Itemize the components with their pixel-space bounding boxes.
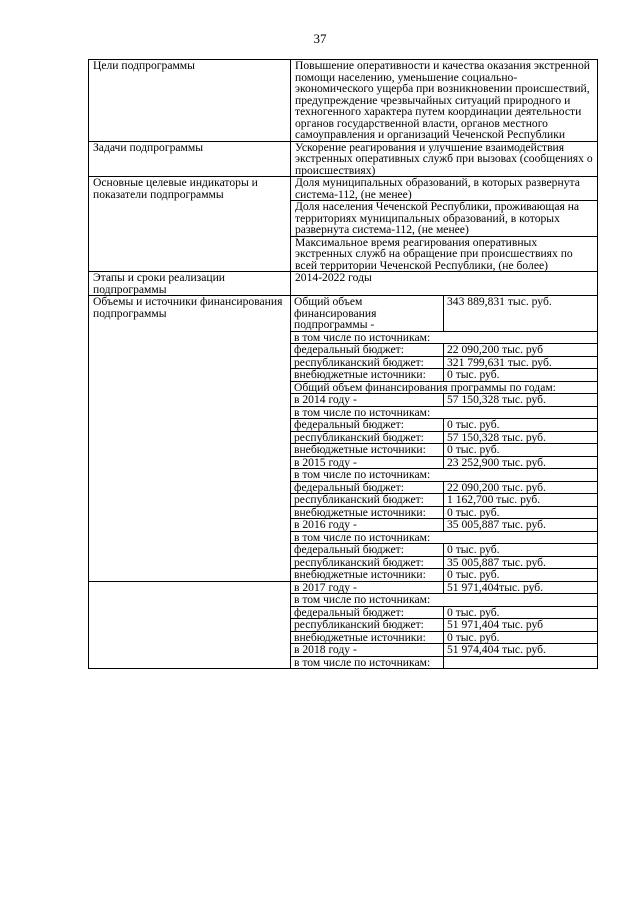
funding-cell-2: [291, 581, 598, 669]
stages-text: 2014-2022 годы: [291, 272, 598, 296]
indicator-item: Доля муниципальных образований, в которых развернута система-112, (не менее): [291, 177, 597, 201]
funding-row-text: в том числе по источникам:: [291, 331, 597, 344]
funding-row: [291, 644, 597, 657]
funding-row-value: 35 005,887 тыс. руб.: [444, 519, 598, 532]
table-row: [89, 272, 598, 296]
funding-row-value: 51 971,404 тыс. руб: [444, 619, 598, 632]
funding-row: [291, 344, 597, 357]
table-row: [89, 141, 598, 177]
table-row: [89, 581, 598, 669]
funding-row: [291, 394, 597, 407]
funding-table: [291, 296, 597, 581]
funding-row-value: 0 тыс. руб.: [447, 568, 500, 581]
funding-cell-1: [291, 296, 598, 582]
funding-row: [291, 631, 597, 644]
funding-row-label: в 2015 году -: [291, 456, 444, 469]
funding-row-value: 0 тыс. руб.: [444, 544, 598, 557]
funding-row-value: 0 тыс. руб.: [444, 369, 598, 382]
goals-label: Цели подпрограммы: [89, 60, 291, 142]
funding-row-label: федеральный бюджет:: [291, 481, 444, 494]
funding-label-continued: [89, 581, 291, 669]
funding-table: [291, 582, 597, 669]
funding-row-value: 35 005,887 тыс. руб.: [444, 556, 598, 569]
funding-row-text: Общий объем финансирования программы по годам:: [291, 381, 597, 394]
funding-row-label: внебюджетные источники:: [291, 569, 444, 581]
funding-row-label: республиканский бюджет:: [291, 431, 444, 444]
funding-row-value: 57 150,328 тыс. руб.: [444, 431, 598, 444]
funding-row-value: 0 тыс. руб.: [444, 506, 598, 519]
table-row: [89, 296, 598, 582]
funding-row-text: в том числе по источникам:: [291, 531, 597, 544]
funding-row-value: 0 тыс. руб.: [444, 631, 598, 644]
funding-row: [291, 419, 597, 432]
funding-row-value: 0 тыс. руб.: [444, 606, 598, 619]
funding-row: [291, 556, 597, 569]
funding-row: [291, 569, 597, 581]
funding-row: [291, 356, 597, 369]
funding-row: [291, 494, 597, 507]
funding-row: [291, 444, 597, 457]
funding-row-label: республиканский бюджет:: [291, 619, 444, 632]
funding-row: [291, 594, 597, 607]
funding-row-label: Общий объем финансирования подпрограммы -: [291, 296, 444, 331]
funding-row: [291, 331, 597, 344]
funding-row-label: в 2014 году -: [291, 394, 444, 407]
funding-row: [291, 656, 597, 668]
funding-row-value: 343 889,831 тыс. руб.: [444, 296, 598, 331]
funding-row-value: 0 тыс. руб.: [444, 419, 598, 432]
funding-row-value: 22 090,200 тыс. руб.: [444, 481, 598, 494]
funding-row-value: 51 974,404 тыс. руб.: [444, 644, 598, 657]
funding-row-text: в том числе по источникам:: [291, 594, 597, 607]
funding-row-text: в том числе по источникам:: [291, 469, 597, 482]
funding-row: [291, 456, 597, 469]
funding-row: [291, 619, 597, 632]
funding-row-label: республиканский бюджет:: [291, 494, 444, 507]
funding-row-label: в том числе по источникам:: [291, 656, 444, 668]
funding-row-value: [444, 656, 598, 668]
funding-row-value: 321 799,631 тыс. руб.: [444, 356, 598, 369]
funding-row: [291, 531, 597, 544]
funding-row-label: федеральный бюджет:: [291, 419, 444, 432]
indicator-item: Доля населения Чеченской Республики, проживающая на территориях муниципальных образований, в которых развернута система-112, (не менее): [291, 201, 597, 237]
funding-row-label: в 2017 году -: [291, 582, 444, 594]
funding-row-label: республиканский бюджет:: [291, 556, 444, 569]
funding-row: [291, 544, 597, 557]
funding-row: [291, 606, 597, 619]
goals-text: Повышение оперативности и качества оказания экстренной помощи населению, уменьшение социально-экономического ущерба при возникновении происшествий, предупреждение чрезвычайных ситуаций природного и техногенного характера путем координации деятельности органов государственной власти, органов местного самоуправления и организаций Чеченской Республики: [291, 60, 598, 142]
indicators-list: [291, 177, 598, 272]
funding-row-label: федеральный бюджет:: [291, 344, 444, 357]
funding-row: [291, 481, 597, 494]
funding-row-label: внебюджетные источники:: [291, 369, 444, 382]
funding-row: [291, 296, 597, 331]
page-number: 37: [313, 31, 327, 46]
funding-row-value: 51 971,404тыс. руб.: [444, 582, 598, 594]
funding-row: [291, 582, 597, 594]
funding-row-value: 0 тыс. руб.: [444, 444, 598, 457]
funding-row-value: 1 162,700 тыс. руб.: [444, 494, 598, 507]
indicators-label: Основные целевые индикаторы и показатели подпрограммы: [89, 177, 291, 272]
table-row: [89, 60, 598, 142]
indicator-item: Максимальное время реагирования оперативных экстренных служб на обращение при происшествиях по всей территории Чеченской Республики, (не более): [295, 235, 573, 272]
funding-row-label: внебюджетные источники:: [291, 631, 444, 644]
funding-row-text: в том числе по источникам:: [291, 406, 597, 419]
funding-row-label: в 2018 году -: [291, 644, 444, 657]
funding-row: [291, 519, 597, 532]
funding-row: [291, 469, 597, 482]
funding-row-label: федеральный бюджет:: [291, 544, 444, 557]
funding-row: [291, 406, 597, 419]
funding-row: [291, 369, 597, 382]
funding-row-value: 57 150,328 тыс. руб.: [444, 394, 598, 407]
subprogram-passport-table: [88, 59, 598, 669]
funding-row-label: федеральный бюджет:: [291, 606, 444, 619]
table-row: [89, 177, 598, 272]
stages-label: Этапы и сроки реализации подпрограммы: [89, 272, 291, 296]
tasks-text: Ускорение реагирования и улучшение взаимодействия экстренных оперативных служб при вызовах (сообщениях о происшествиях): [291, 141, 598, 177]
funding-row: [291, 506, 597, 519]
funding-row-label: республиканский бюджет:: [291, 356, 444, 369]
funding-label: Объемы и источники финансирования подпрограммы: [89, 296, 291, 582]
funding-row: [291, 381, 597, 394]
funding-row-label: внебюджетные источники:: [291, 506, 444, 519]
funding-row-value: 23 252,900 тыс. руб.: [444, 456, 598, 469]
funding-row-value: 22 090,200 тыс. руб: [444, 344, 598, 357]
tasks-label: Задачи подпрограммы: [89, 141, 291, 177]
funding-row-label: в 2016 году -: [291, 519, 444, 532]
funding-row: [291, 431, 597, 444]
funding-row-label: внебюджетные источники:: [291, 444, 444, 457]
